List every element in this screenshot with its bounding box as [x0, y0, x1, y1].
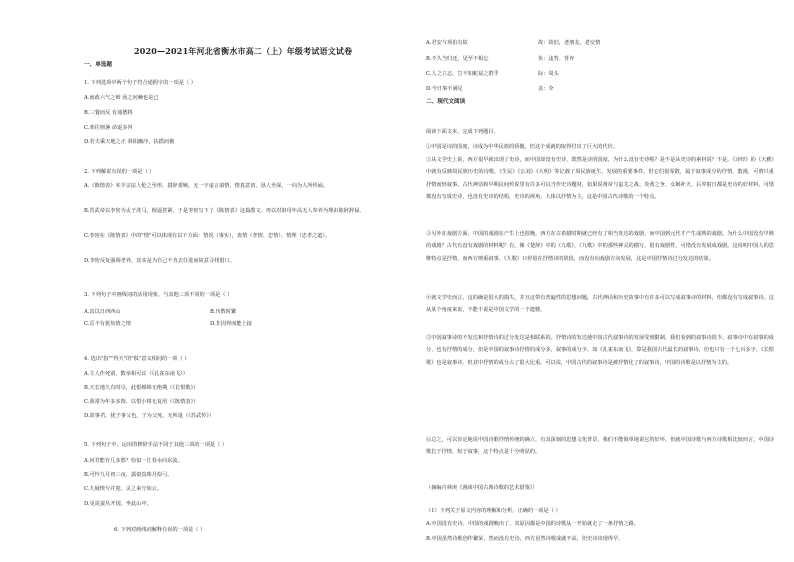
option: A.主人作死别，数举相可议（《孔雀东南飞》）	[84, 371, 188, 377]
question-stem: 3. 下列句子中画线词的活用现象，与其他三项不同的一项是（ ）	[84, 292, 233, 298]
paragraph: ②从文学史上说，西方很早就出现了史诗，而中国却没有史诗，既然是诗的国度，为什么没有史诗呢？是不是从史诗的素材说？不是。《诗经》的《大雅》中就有反映周民族历史的诗歌，《生民》《公刘》《大明》等记载了周民族诞生、发展的重要事件。但它们很零散，属于叙事成分的抒情，散漫，可谓只重抒情而轻叙事。古代神话和早期民间传说里有许多可以当作史诗题材，如果说黄帝与蚩尤之战、炎黄之争、女娲补天、后羿射日都是史诗的好材料，可惜都没有写成史诗，也没有史诗的结构，史诗的视角，大体以抒情为主，这是中国古代诗歌的一个特点。	[426, 157, 774, 201]
option: A.中国没有史诗，中国的戏剧晚出了，其原因都是中国的诗歌从一开始就走了一条抒情之路。	[426, 521, 639, 527]
option: C.九疑缤兮并迎，灵之来兮如云。	[84, 486, 163, 492]
option-left: C.人之立志，岂不如蛇鼠之群乎	[426, 71, 499, 77]
option: D.非因得而能上接	[210, 321, 252, 327]
paragraph: ③另外在戏剧方面，中国的戏剧在产生上也很晚。西方在古希腊时期就已经有了相当发达的戏剧，而中国到元代才产生成熟的戏剧。为什么中国没有早熟的戏剧？古代有没有戏剧的材料呢？有，像《楚辞》中的《九歌》，《九歌》中的那些神灵的描写，很有戏剧性，可惜没有发展成戏剧。这说明中国人的思维特点是抒情，而西方则重叙事。《九歌》只停留在抒情诗的阶段，而没有向戏剧方向发展，这是中国抒情诗过分发达的结果。	[426, 231, 774, 262]
section-heading: 二、现代文阅读	[426, 99, 466, 105]
question-stem: 5. 下列句子中，运用的修辞手法不同于其他三项的一项是（ ）	[84, 442, 228, 448]
source-citation: （摘编自林庚《漫谈中国古典诗歌的艺术借鉴》）	[426, 485, 538, 491]
option-left: A.君安与项伯有故	[426, 40, 468, 46]
option-left: D.今日事不满足	[426, 86, 463, 92]
option: C.寒往则暑 命退多舛	[84, 125, 133, 131]
option: D.故事君，犹子事父也，子为父死，无所退（《苏武传》）	[84, 413, 215, 419]
option: D.李密反复强调孝养，其实是为自己不肯去任进而故意寻找借口。	[84, 258, 235, 264]
question-stem: 4. 选出"指""得天"的"俱"意义相同的一项（ ）	[84, 356, 190, 362]
reading-prompt: 阅读下面文本，完成下列题目。	[426, 129, 499, 135]
paragraph: ①中国是诗的国度，诗成为中华民族的骄傲，但这个成就的取得付出了巨大的代价。	[426, 144, 618, 150]
option: A.其以日西西山	[84, 309, 121, 315]
page-title: 2020—2021年河北省衡水市高二（上）年级考试语文试卷	[134, 46, 353, 56]
option: C.李密在《陈情表》中的"情"可以体现在以下方面：情况（事实），衷情（孝情、忠情），情理（忠孝之道）。	[84, 233, 331, 239]
paragraph: ④就文学史而言，这的确是很大的损失，并且这带有普遍性的思想问题。古代神话和历史故事中有许多可以写成叙事诗的材料，但都没有写成叙事诗。这从某个角度来说，不能不说是中国文学的一个遗憾。	[426, 295, 774, 314]
question-stem: （1）下列关于原文内容的理解和分析，正确的一项是（ ）	[426, 508, 561, 514]
option: A.《陈情表》本手宗法人伦之至形，措辞委婉，无一字虚言溢情，情真意切，恳人至深，一向为人所传诵。	[84, 183, 329, 189]
question-stem: 6. 下列对画线词解释有误的一项是（ ）	[114, 527, 206, 533]
option: D.若夫乘天地之正 斜阳幽冷，扶摇而被	[84, 139, 175, 145]
option: B.三餐而反 有通德将	[84, 110, 133, 116]
option: B.晋武帝以李密为太子冼马，催逼甚紧，于是李密写下了《陈情表》这篇散文，再以对祖母年高无人奉养为理由陈辞辞禄。	[84, 208, 365, 214]
option: C.岳不有犹负情之情	[84, 321, 131, 327]
option: B.历数时繁	[210, 309, 237, 315]
option-left: B.不久当归还，见至不相忘	[426, 56, 489, 62]
option: C.我常为年多多饰，以惜小将无复用（《陈情表》）	[84, 399, 199, 405]
question-stem: 2. 下列解说有误的一项是（ ）	[84, 169, 155, 175]
paragraph: ⑥总之，可以肯定地说中国诗歌抒情传统的确立，有其深刻的思想文化背景，我们不能简单地说它的好坏。但就中国诗歌与西方诗歌相比较而言，中国诗歌长于抒情，短于叙事，这个特点是十分明显的。	[426, 437, 774, 456]
section-heading: 一、单选题	[84, 62, 112, 68]
paragraph: ⑤中国叙事诗的不发达和抒情诗的过分发达是相联系的。抒情诗的发达使中国古代叙事诗的发展受到限制，我们看到的叙事诗很少。叙事诗中有叙事的成分，也有抒情的成分，但是中国的叙事诗抒情的成分多，叙事的成分少。如《孔雀东南飞》，算是我国古代最长的叙事诗，但也只有一千七百多字。《长恨歌》也是叙事诗，但其中抒情的成分占了很大比重。可以说，中国古代的叙事诗是被抒情化了的叙事诗，中国的诗歌是以抒情为主的。	[426, 335, 774, 366]
option: A.而政六气之辩 汤之问棘也是已	[84, 95, 159, 101]
question-stem: 1. 下列选项中两个句子符合通假字的一项是（ ）	[84, 80, 196, 86]
option: D.见说蚕丛开国，坐此山中。	[84, 501, 152, 507]
option: B.可怜九月初三夜，露似真珠月似弓。	[84, 472, 173, 478]
option: A.问君能有几多愁？恰似一江春水向东流。	[84, 458, 183, 464]
option-right: 盖：伞	[538, 86, 554, 92]
option: B.天长地久有时尽，此恨绵绵无绝期（《长恨歌》）	[84, 385, 199, 391]
option-right: 际：周头	[538, 71, 559, 77]
option-right: 负：违背、背弃	[538, 56, 575, 62]
option: B.中国虽然诗歌创作繁荣，然而没有史诗，西方虽然诗歌成就不高，但史诗出现得早。	[426, 536, 624, 542]
option-right: 故：故旧，老朋友、老交情	[538, 40, 601, 46]
